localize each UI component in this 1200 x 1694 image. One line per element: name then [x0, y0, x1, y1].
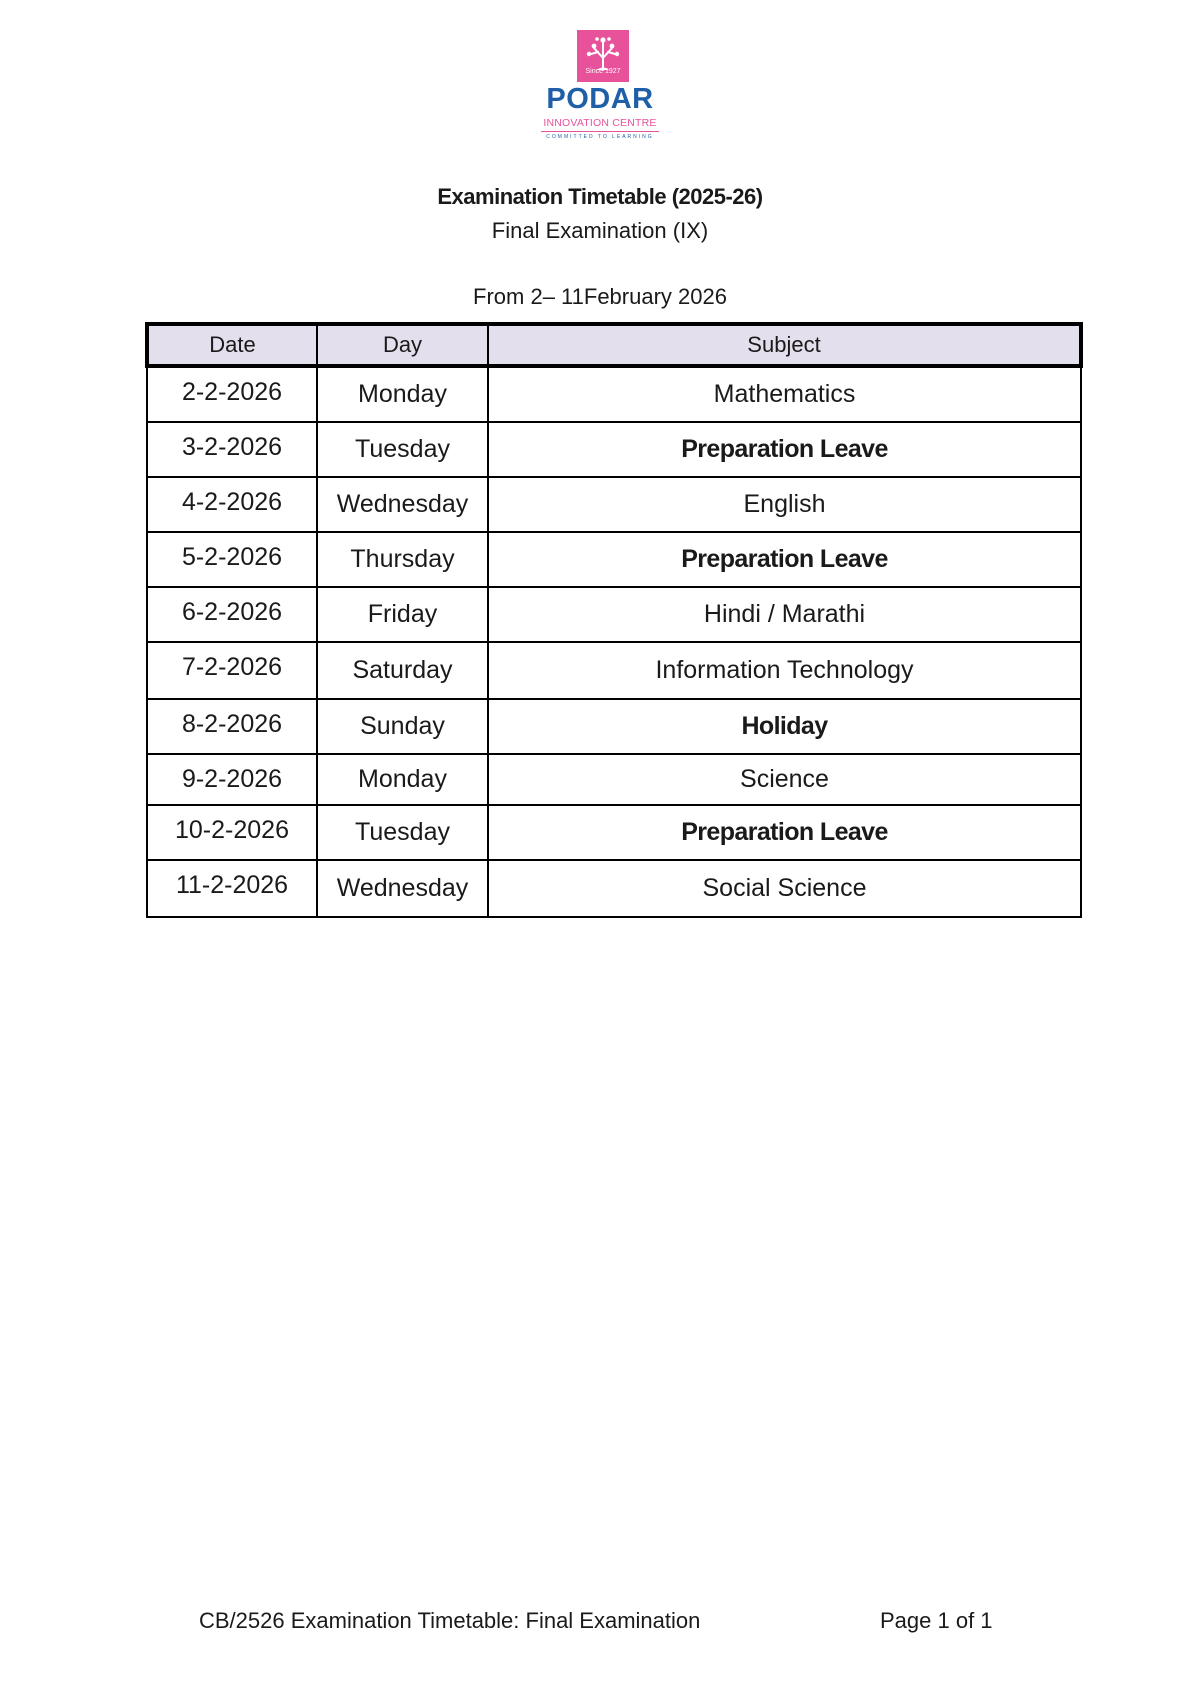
table-row	[147, 587, 1081, 642]
date-cell: 3-2-2026	[147, 422, 317, 477]
footer-page-number: Page 1 of 1	[880, 1608, 993, 1633]
table-row	[147, 366, 1081, 422]
table-row	[147, 642, 1081, 699]
subject-cell: Hindi / Marathi	[488, 587, 1081, 642]
table-row	[147, 860, 1081, 917]
table-row	[147, 754, 1081, 805]
logo-divider	[541, 131, 659, 132]
subject-cell: Science	[488, 754, 1081, 805]
day-cell: Monday	[317, 366, 488, 422]
table-header-row	[147, 324, 1081, 366]
column-header-date: Date	[147, 324, 317, 366]
day-cell: Sunday	[317, 699, 488, 754]
subject-cell: Preparation Leave	[488, 422, 1081, 477]
day-cell: Wednesday	[317, 477, 488, 532]
date-cell: 4-2-2026	[147, 477, 317, 532]
table-row	[147, 532, 1081, 587]
day-cell: Tuesday	[317, 805, 488, 860]
date-cell: 10-2-2026	[147, 805, 317, 860]
day-cell: Friday	[317, 587, 488, 642]
timetable-body	[147, 366, 1081, 917]
podar-logo	[535, 26, 665, 138]
date-cell: 7-2-2026	[147, 642, 317, 699]
date-cell: 6-2-2026	[147, 587, 317, 642]
page-title: Examination Timetable (2025-26)	[437, 184, 763, 209]
logo-wordmark: PODAR	[546, 83, 654, 115]
day-cell: Wednesday	[317, 860, 488, 917]
subject-cell: Holiday	[488, 699, 1081, 754]
page-subtitle: Final Examination (IX)	[491, 218, 709, 243]
day-cell: Tuesday	[317, 422, 488, 477]
date-cell: 5-2-2026	[147, 532, 317, 587]
table-row	[147, 699, 1081, 754]
logo-since: Since 1927	[585, 68, 621, 75]
subject-cell: English	[488, 477, 1081, 532]
day-cell: Thursday	[317, 532, 488, 587]
date-range: From 2– 11February 2026	[473, 284, 727, 309]
table-row	[147, 805, 1081, 860]
logo-tagline: COMMITTED TO LEARNING	[546, 134, 654, 140]
subject-cell: Preparation Leave	[488, 532, 1081, 587]
day-cell: Saturday	[317, 642, 488, 699]
logo-subline: INNOVATION CENTRE	[543, 117, 657, 129]
table-row	[147, 422, 1081, 477]
date-cell: 11-2-2026	[147, 860, 317, 917]
subject-cell: Preparation Leave	[488, 805, 1081, 860]
timetable	[145, 322, 1083, 918]
column-header-day: Day	[317, 324, 488, 366]
date-cell: 9-2-2026	[147, 754, 317, 805]
subject-cell: Mathematics	[488, 366, 1081, 422]
date-cell: 2-2-2026	[147, 366, 317, 422]
date-cell: 8-2-2026	[147, 699, 317, 754]
footer-doc-id: CB/2526 Examination Timetable: Final Examination	[199, 1608, 701, 1633]
subject-cell: Information Technology	[488, 642, 1081, 699]
column-header-subject: Subject	[488, 324, 1081, 366]
subject-cell: Social Science	[488, 860, 1081, 917]
day-cell: Monday	[317, 754, 488, 805]
table-row	[147, 477, 1081, 532]
